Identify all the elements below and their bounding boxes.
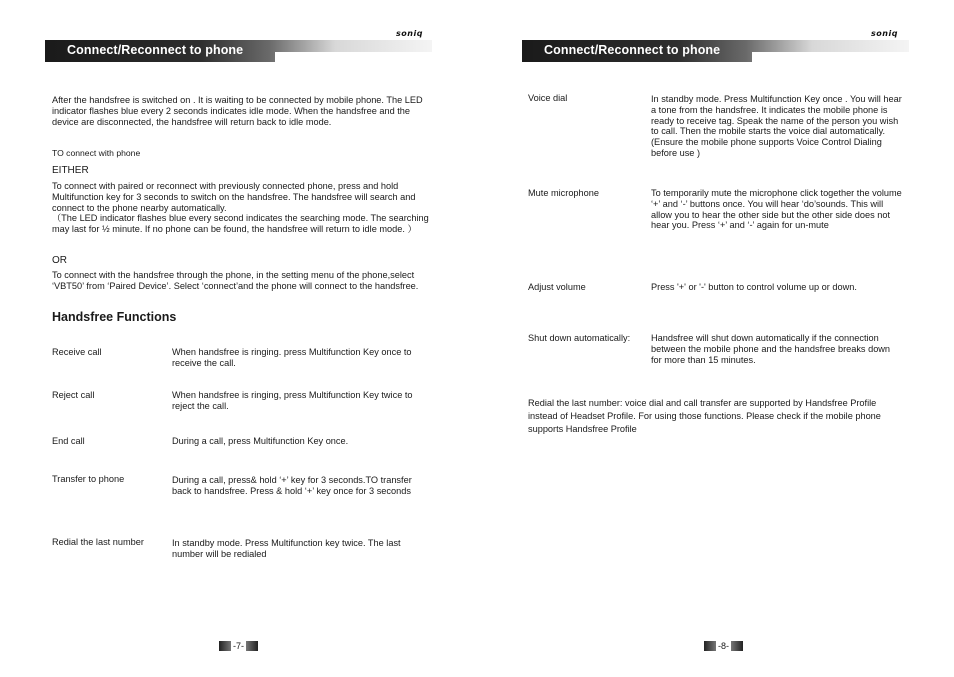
function-desc: When handsfree is ringing, press Multifunction Key twice to reject the call. xyxy=(172,390,413,411)
section-title: Handsfree Functions xyxy=(52,310,177,324)
either-led-note: （The LED indicator flashes blue every second indicates the searching mode. The searching may last for ½ minute. If no phone can be found, the handsfree will return to idle mode. ） xyxy=(52,213,429,235)
function-desc: Handsfree will shut down automatically if the connection between the mobile phone and the handsfree breaks down for more than 15 minutes. xyxy=(651,333,891,365)
page-number-left xyxy=(219,641,258,651)
function-label: Shut down automatically: xyxy=(528,333,631,343)
or-paragraph: To connect with the handsfree through the phone, in the setting menu of the phone,select ‘VBT50’ from ‘Paired Device’. Select ‘connect’and the phone will connect to the handsfree. xyxy=(52,270,419,291)
page-title: Connect/Reconnect to phone xyxy=(67,43,244,57)
pager-block-right xyxy=(246,641,258,651)
page-number: -7- xyxy=(233,641,244,651)
brand-logo: soniq xyxy=(396,29,423,38)
page-number: -8- xyxy=(718,641,729,651)
pager-block-right xyxy=(731,641,743,651)
either-heading: EITHER xyxy=(52,165,89,176)
brand-logo: soniq xyxy=(871,29,898,38)
profile-note: Redial the last number: voice dial and call transfer are supported by Handsfree Profile instead of Headset Profile. For using those functions. Please check if the mobile phone supports Handsfree Profile xyxy=(528,398,881,434)
header-bar-left xyxy=(45,40,432,62)
function-label: Receive call xyxy=(52,347,102,357)
function-label: Adjust volume xyxy=(528,282,586,292)
either-paragraph xyxy=(52,181,430,235)
or-heading: OR xyxy=(52,255,67,266)
header-notch xyxy=(752,52,909,62)
header-notch xyxy=(275,52,432,62)
pager-block-left xyxy=(219,641,231,651)
function-desc: In standby mode. Press Multifunction Key once . You will hear a tone from the handsfree. It indicates the mobile phone is ready to receive tag. Speak the name of the person you wish to call. Then the mobile starts the voice dial automatically. (Ensure the mobile phone supports Voice Control Dialing before use ) xyxy=(651,94,902,158)
function-label: Mute microphone xyxy=(528,188,599,198)
function-desc: When handsfree is ringing. press Multifunction Key once to receive the call. xyxy=(172,347,412,368)
function-label: Reject call xyxy=(52,390,95,400)
either-text: To connect with paired or reconnect with previously connected phone, press and hold Multifunction key for 3 seconds to switch on the handsfree. The handsfree will search and connect to the phone nearby automatically. xyxy=(52,181,416,213)
function-label: End call xyxy=(52,436,85,446)
function-desc: To temporarily mute the microphone click together the volume ‘+’ and ‘-’ buttons once. You will hear ‘do’sounds. This will allow you to hear the other side but the other side does not hear you. Press ‘+’ and ‘-’ again for un-mute xyxy=(651,188,902,231)
function-desc: During a call, press Multifunction Key once. xyxy=(172,436,349,446)
page-number-right xyxy=(704,641,743,651)
page-title: Connect/Reconnect to phone xyxy=(544,43,721,57)
function-desc: In standby mode. Press Multifunction key twice. The last number will be redialed xyxy=(172,538,401,559)
to-connect-label: TO connect with phone xyxy=(52,148,141,158)
intro-paragraph: After the handsfree is switched on . It is waiting to be connected by mobile phone. The LED indicator flashes blue every 2 seconds indicates idle mode. When the handsfree and the device are disconnected, the handsfree will return back to idle mode. xyxy=(52,95,423,127)
header-bar-right xyxy=(522,40,909,62)
function-label: Transfer to phone xyxy=(52,474,125,484)
function-label: Redial the last number xyxy=(52,537,144,547)
function-desc: During a call, press& hold ‘+’ key for 3 seconds.TO transfer back to handsfree. Press & hold ‘+’ key once for 3 seconds xyxy=(172,475,412,496)
function-label: Voice dial xyxy=(528,93,568,103)
function-desc: Press '+' or '-' button to control volume up or down. xyxy=(651,282,857,292)
pager-block-left xyxy=(704,641,716,651)
